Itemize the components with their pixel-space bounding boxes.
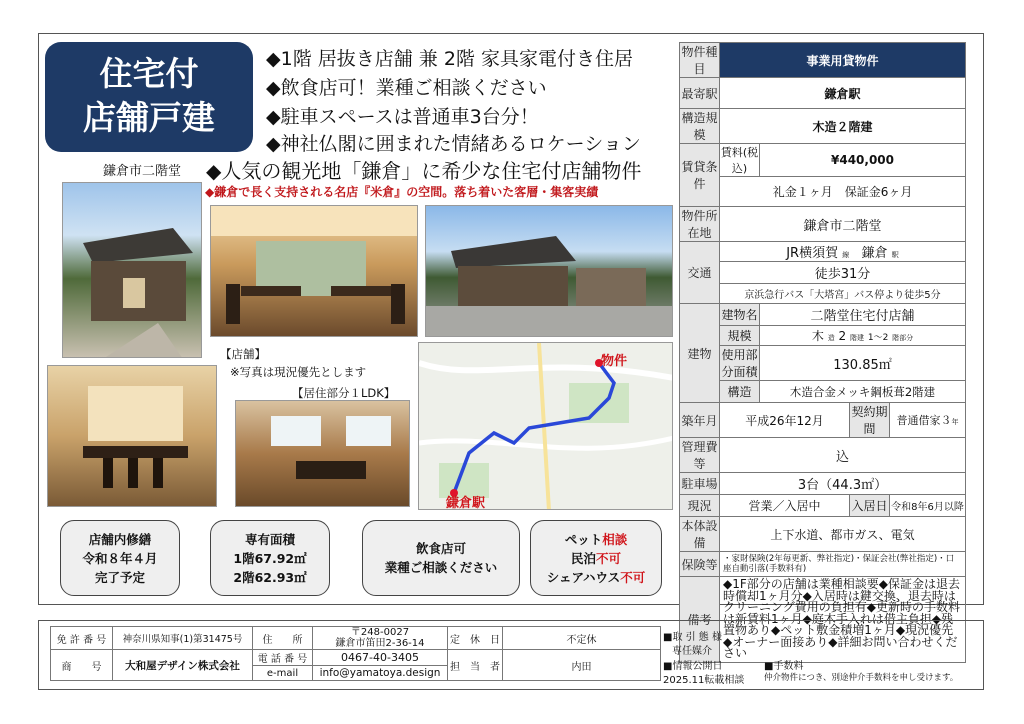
address-value: 鎌倉市二階堂 xyxy=(720,207,966,242)
contract-unit: 年 xyxy=(951,418,959,426)
deal-label: ■取 引 態 様 xyxy=(663,632,722,643)
property-type-badge xyxy=(45,42,253,152)
footer-address-value: 鎌倉市笛田2-36-14 xyxy=(335,638,425,649)
fee-label: ■手数料 xyxy=(764,661,804,672)
pill-line-pet xyxy=(531,530,661,549)
map-property-label: 物件 xyxy=(601,354,628,369)
type-label: 物件種目 xyxy=(680,43,720,78)
line-value: JR横須賀 xyxy=(786,246,839,261)
headline-4: ◆神社仏閣に囲まれた情緒あるロケーション xyxy=(266,133,641,155)
rent-label: 賃料(税込) xyxy=(720,144,760,177)
parking-value: 3台（44.3㎡） xyxy=(720,473,966,495)
facility-value: 上下水道、都市ガス、電気 xyxy=(720,517,966,552)
company-value: 大和屋デザイン株式会社 xyxy=(113,650,253,681)
minpaku-label: 民泊 xyxy=(570,550,596,566)
license-label: 免 許 番 号 xyxy=(51,627,113,650)
facility-label: 本体設備 xyxy=(680,517,720,552)
pill-line-share xyxy=(531,568,661,587)
pill-renovation xyxy=(60,520,180,596)
fee-value: 仲介物件につき、別途仲介手数料を申し受けます。 xyxy=(764,673,959,683)
address-label: 住 所 xyxy=(253,627,313,650)
share-label: シェアハウス xyxy=(546,569,621,585)
contract-label: 契約期間 xyxy=(850,403,890,438)
store-interior-photo xyxy=(210,205,418,337)
area-value: 130.85㎡ xyxy=(760,346,966,381)
structure-value: 木造２階建 xyxy=(720,109,966,144)
exterior-photo-front xyxy=(62,182,202,358)
scale-wood: 木 xyxy=(811,329,824,343)
bname-value: 二階堂住宅付店舗 xyxy=(760,304,966,326)
red-banner: ◆鎌倉で長く支持される名店『米倉』の空間。落ち着いた客層・集客実績 xyxy=(205,185,599,199)
pill-line: 令和８年４月 xyxy=(82,550,158,566)
insurance-label: 保険等 xyxy=(680,552,720,577)
scale-floors: 2 xyxy=(838,329,847,343)
pill-line: 専有面積 xyxy=(244,531,295,547)
pill-line: 業種ご相談ください xyxy=(384,560,498,575)
location-small: 鎌倉市二階堂 xyxy=(103,164,182,179)
conditions-value: 礼金１ヶ月 保証金6ヶ月 xyxy=(720,177,966,207)
walk-value: 徒歩31分 xyxy=(720,262,966,284)
zip: 〒248-0027 xyxy=(350,627,410,638)
badge-line-1: 住宅付 xyxy=(99,54,199,93)
bus-value: 京浜急行バス「大塔宮」バス停より徒歩5分 xyxy=(720,284,966,304)
built-value: 平成26年12月 xyxy=(720,403,850,438)
holiday-value: 不定休 xyxy=(503,627,661,650)
mgmt-value: 込 xyxy=(720,438,966,473)
badge-line-2: 店舗戸建 xyxy=(83,98,215,137)
pet-value: 相談 xyxy=(602,531,628,547)
pill-line: 店舗内修繕 xyxy=(88,531,152,547)
structure-label: 構造規模 xyxy=(680,109,720,144)
station-label: 最寄駅 xyxy=(680,78,720,109)
conditions-label: 賃貸条件 xyxy=(680,144,720,207)
pet-label: ペット xyxy=(564,531,603,547)
scale-kai: 階建 xyxy=(850,334,865,342)
pill-line: 2階62.93㎡ xyxy=(233,569,307,585)
map-station-label: 鎌倉駅 xyxy=(446,496,486,511)
building-label: 建物 xyxy=(680,304,720,403)
scale-zou: 造 xyxy=(827,334,835,342)
station-value: 鎌倉駅 xyxy=(720,78,966,109)
pill-line-minpaku xyxy=(531,549,661,568)
scale-label: 規模 xyxy=(720,326,760,346)
bname-label: 建物名 xyxy=(720,304,760,326)
living-room-photo xyxy=(235,400,410,507)
station-word-value: 鎌倉 xyxy=(861,246,888,261)
headline-1: ◆1階 居抜き店舗 兼 2階 家具家電付き住居 xyxy=(266,48,633,70)
footer-address-cell xyxy=(313,627,448,650)
open-value: 2025.11転載相談 xyxy=(663,675,745,686)
route-map xyxy=(418,342,673,510)
company-label: 商 号 xyxy=(51,650,113,681)
kouzou-value: 木造合金メッキ鋼板葺2階建 xyxy=(760,381,966,403)
movein-label: 入居日 xyxy=(850,495,890,517)
contract-cell xyxy=(890,403,966,438)
exterior-photo-street xyxy=(425,205,673,337)
staff-label: 担 当 者 xyxy=(448,650,503,681)
phone-label: 電 話 番 号 xyxy=(253,650,313,666)
living-illustration xyxy=(236,401,410,507)
share-value: 不可 xyxy=(620,569,646,585)
license-value: 神奈川県知事(1)第31475号 xyxy=(113,627,253,650)
built-label: 築年月 xyxy=(680,403,720,438)
line-cell xyxy=(720,242,966,262)
insurance-value: ・家財保険(2年毎更新、弊社指定)・保証会社(弊社指定)・口座自動引落(手数料有) xyxy=(720,552,966,577)
deal-value: 専任媒介 xyxy=(672,646,712,657)
status-label: 現況 xyxy=(680,495,720,517)
remarks-value: ◆1F部分の店舗は業種相談要◆保証金は退去時償却1ヶ月分◆入居時は鍵交換、退去時はクリーニング費用の負担有◆更新時の手数料は新賃料1ヶ月◆庭木手入れは借主負担◆残置物あり◆ペット敷金積増1ヶ月◆現況優先◆オーナー面接あり◆詳細お問い合わせください xyxy=(720,577,966,663)
rent-value: ¥440,000 xyxy=(760,144,966,177)
pill-area xyxy=(210,520,330,596)
caption-note: ※写真は現況優先とします xyxy=(230,365,367,379)
status-value: 営業／入居中 xyxy=(720,495,850,517)
contract-value: 普通借家３ xyxy=(896,414,952,427)
scale-part: 階部分 xyxy=(892,334,914,342)
phone-value: 0467-40-3405 xyxy=(313,650,448,666)
type-value: 事業用貸物件 xyxy=(720,43,966,78)
dining-illustration xyxy=(211,206,418,337)
parking-label: 駐車場 xyxy=(680,473,720,495)
transport-label: 交通 xyxy=(680,242,720,304)
area-label: 使用部分面積 xyxy=(720,346,760,381)
company-info-table xyxy=(50,626,661,681)
email-value[interactable]: info@yamatoya.design xyxy=(313,666,448,681)
caption-living: 【居住部分１LDK】 xyxy=(292,386,396,400)
mgmt-label: 管理費等 xyxy=(680,438,720,473)
movein-value: 令和8年6月以降 xyxy=(890,495,966,517)
line-word: 線 xyxy=(842,251,850,259)
pill-line: 完了予定 xyxy=(94,569,145,585)
pill-line: 1階67.92㎡ xyxy=(233,550,307,566)
remarks-label: 備考 xyxy=(680,577,720,663)
staff-value: 内田 xyxy=(503,650,661,681)
store-counter-photo xyxy=(47,365,217,507)
pill-line: 飲食店可 xyxy=(415,541,466,556)
caption-store: 【店舗】 xyxy=(220,347,266,361)
counter-illustration xyxy=(48,366,217,507)
scale-range: 1〜2 xyxy=(867,333,889,343)
address-label: 物件所在地 xyxy=(680,207,720,242)
holiday-label: 定 休 日 xyxy=(448,627,503,650)
open-label: ■情報公開日 xyxy=(663,661,723,672)
kouzou-label: 構造 xyxy=(720,381,760,403)
minpaku-value: 不可 xyxy=(596,550,622,566)
scale-cell xyxy=(760,326,966,346)
station-word: 駅 xyxy=(891,251,899,259)
pill-pet-policy xyxy=(530,520,662,596)
map-illustration xyxy=(419,343,673,510)
house-illustration xyxy=(63,183,202,358)
property-spec-table xyxy=(679,42,966,663)
pill-restaurant xyxy=(362,520,520,596)
street-illustration xyxy=(426,206,673,337)
headline-3: ◆駐車スペースは普通車3台分！ xyxy=(266,106,539,128)
headline-2: ◆飲食店可！業種ご相談ください xyxy=(266,77,547,99)
headline-main: ◆人気の観光地「鎌倉」に希少な住宅付店舗物件 xyxy=(206,159,642,183)
email-label: e-mail xyxy=(253,666,313,681)
